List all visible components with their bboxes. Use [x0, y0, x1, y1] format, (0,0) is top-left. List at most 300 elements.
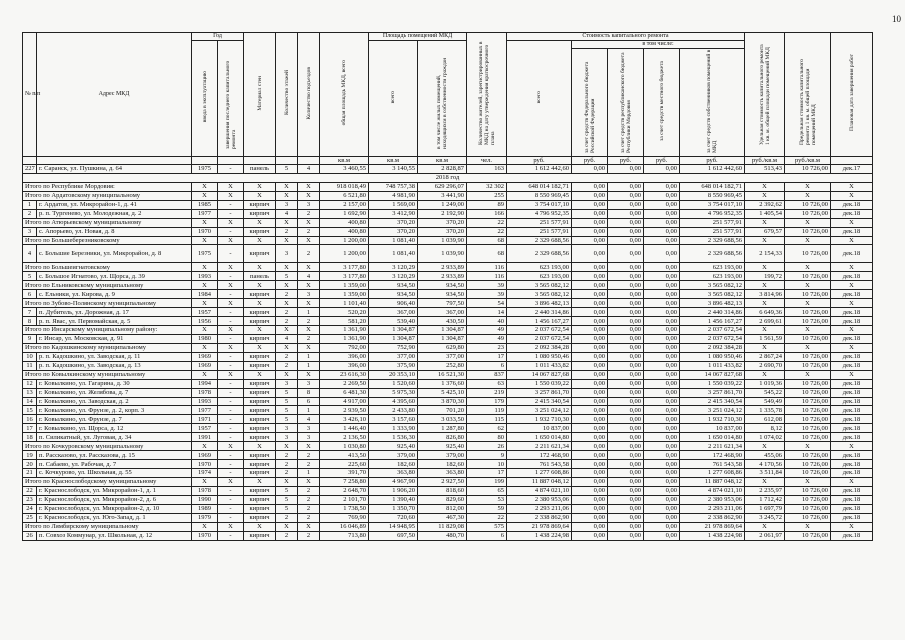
subtotal-cell: X: [298, 343, 320, 352]
table-cell: 1 520,60: [369, 379, 418, 388]
table-cell: 1977: [192, 406, 218, 415]
table-cell: 370,20: [369, 227, 418, 236]
table-cell: 7: [23, 308, 37, 317]
table-cell: 2 269,50: [320, 379, 369, 388]
table-cell: 363,80: [418, 469, 467, 478]
subtotal-cell: 0,00: [608, 236, 644, 245]
subtotal-cell: X: [276, 218, 298, 227]
subtotal-label: Итого по Краснослободскому муниципальному: [23, 477, 192, 486]
subtotal-cell: 1 039,90: [418, 236, 467, 245]
table-cell: 0,00: [644, 209, 680, 218]
table-cell: 10 726,00: [785, 486, 831, 495]
subtotal-cell: 49: [467, 326, 507, 335]
col-address-header: Адрес МКД: [37, 33, 192, 157]
unit-cell: [23, 157, 37, 165]
subtotal-cell: X: [745, 218, 785, 227]
subtotal-cell: X: [831, 442, 873, 451]
table-cell: 3: [298, 424, 320, 433]
subtotal-cell: X: [244, 191, 276, 200]
subtotal-cell: 0,00: [608, 299, 644, 308]
table-cell: 1970: [192, 227, 218, 236]
subtotal-cell: 8 550 969,45: [680, 191, 745, 200]
subtotal-cell: X: [276, 522, 298, 531]
table-cell: 0,00: [644, 352, 680, 361]
table-cell: 6 481,30: [320, 388, 369, 397]
subtotal-cell: 2 092 384,28: [507, 343, 572, 352]
table-cell: 0,00: [572, 290, 608, 299]
table-cell: 379,00: [369, 451, 418, 460]
table-cell: 623 193,00: [680, 272, 745, 281]
table-cell: 227: [23, 165, 37, 174]
table-cell: 1 304,87: [418, 334, 467, 343]
table-cell: 19: [23, 451, 37, 460]
table-cell: 6: [23, 290, 37, 299]
table-cell: 1 361,90: [320, 334, 369, 343]
table-cell: 0,00: [644, 397, 680, 406]
table-cell: 10 726,00: [785, 469, 831, 478]
table-cell: 623 193,00: [507, 272, 572, 281]
table-cell: 10 726,00: [785, 397, 831, 406]
subtotal-cell: 0,00: [644, 522, 680, 531]
table-cell: 10 726,00: [785, 334, 831, 343]
table-cell: 1: [298, 308, 320, 317]
subtotal-cell: X: [785, 343, 831, 352]
table-cell: 5: [276, 165, 298, 174]
table-cell: 5: [276, 504, 298, 513]
table-cell: 1978: [192, 486, 218, 495]
subtotal-cell: X: [192, 191, 218, 200]
table-cell: 3 245,72: [745, 513, 785, 522]
table-cell: 0,00: [644, 513, 680, 522]
subtotal-cell: X: [298, 477, 320, 486]
table-cell: 812,00: [418, 504, 467, 513]
subtotal-label: Итого по Кадошкинскому муниципальному: [23, 343, 192, 352]
subtotal-cell: 3 441,90: [418, 191, 467, 200]
col-residents-header: Количество жителей, зарегистрированных в МКД на дату утверждения краткосрочного плана: [467, 33, 507, 157]
subtotal-cell: 0,00: [644, 477, 680, 486]
subtotal-cell: X: [785, 191, 831, 200]
unit-cell: [831, 157, 873, 165]
subtotal-cell: 0,00: [572, 182, 608, 191]
table-cell: 39: [467, 290, 507, 299]
table-cell: 8,12: [745, 424, 785, 433]
table-cell: 1 650 014,80: [507, 433, 572, 442]
table-cell: 22: [23, 486, 37, 495]
subtotal-cell: 0,00: [608, 281, 644, 290]
table-cell: 363,80: [369, 469, 418, 478]
table-cell: 25: [23, 513, 37, 522]
subtotal-cell: 925,40: [369, 442, 418, 451]
subtotal-cell: X: [218, 442, 244, 451]
subtotal-cell: X: [745, 343, 785, 352]
table-cell: 2: [23, 209, 37, 218]
table-cell: 251 577,91: [507, 227, 572, 236]
table-cell: 1969: [192, 352, 218, 361]
table-cell: 0,00: [608, 334, 644, 343]
subtotal-cell: 255: [467, 191, 507, 200]
table-cell: 0,00: [572, 451, 608, 460]
table-cell: кирпич: [244, 451, 276, 460]
subtotal-cell: X: [831, 522, 873, 531]
table-cell: 10: [23, 352, 37, 361]
subtotal-cell: X: [244, 370, 276, 379]
table-cell: 3 251 024,12: [680, 406, 745, 415]
subtotal-cell: 752,90: [369, 343, 418, 352]
subtotal-cell: 370,20: [418, 218, 467, 227]
table-cell: 2: [276, 227, 298, 236]
table-cell: -: [218, 424, 244, 433]
table-cell: 1 612 442,60: [680, 165, 745, 174]
table-cell: 2 329 688,56: [680, 245, 745, 263]
table-cell: дек.18: [831, 460, 873, 469]
subtotal-cell: 400,80: [320, 218, 369, 227]
subtotal-cell: 2 092 384,28: [680, 343, 745, 352]
table-cell: 0,00: [644, 308, 680, 317]
table-cell: 1993: [192, 272, 218, 281]
table-cell: 413,50: [320, 451, 369, 460]
subtotal-cell: X: [276, 191, 298, 200]
subtotal-cell: 2 037 672,54: [680, 326, 745, 335]
subtotal-row: [23, 299, 873, 308]
subtotal-cell: 370,20: [369, 218, 418, 227]
table-cell: 3 870,30: [418, 397, 467, 406]
table-cell: 10 726,00: [785, 361, 831, 370]
subtotal-cell: 0,00: [644, 281, 680, 290]
table-cell: 63: [467, 379, 507, 388]
table-cell: 182,60: [369, 460, 418, 469]
subtotal-cell: 0,00: [608, 263, 644, 272]
table-cell: 2 329 688,56: [507, 245, 572, 263]
table-cell: 0,00: [608, 531, 644, 540]
subtotal-label: Итого по Большеберезниковскому: [23, 236, 192, 245]
table-cell: 11: [23, 361, 37, 370]
table-cell: 2: [276, 290, 298, 299]
table-row: [23, 361, 873, 370]
subtotal-cell: X: [745, 236, 785, 245]
table-cell: дек.18: [831, 379, 873, 388]
table-cell: 10 726,00: [785, 388, 831, 397]
table-cell: 10 726,00: [785, 513, 831, 522]
table-cell: 520,20: [320, 308, 369, 317]
table-cell: -: [218, 361, 244, 370]
table-cell: 0,00: [608, 424, 644, 433]
table-cell: 1969: [192, 361, 218, 370]
table-cell: 697,50: [369, 531, 418, 540]
subtotal-cell: X: [244, 343, 276, 352]
subtotal-cell: X: [276, 182, 298, 191]
table-cell: 0,00: [644, 433, 680, 442]
table-cell: 377,00: [369, 352, 418, 361]
subtotal-cell: 906,40: [369, 299, 418, 308]
subtotal-cell: 0,00: [572, 477, 608, 486]
subtotal-cell: 2 211 621,34: [507, 442, 572, 451]
subtotal-cell: X: [192, 522, 218, 531]
table-row: [23, 486, 873, 495]
table-cell: 1990: [192, 495, 218, 504]
subtotal-cell: X: [218, 299, 244, 308]
table-cell: 2: [276, 361, 298, 370]
table-cell: 4: [23, 245, 37, 263]
unit-cell: кв.м: [418, 157, 467, 165]
table-cell: 3 426,10: [320, 415, 369, 424]
unit-cell: руб./кв.м: [785, 157, 831, 165]
table-cell: 4 874 021,10: [680, 486, 745, 495]
unit-cell: [37, 157, 192, 165]
table-cell: 0,00: [572, 406, 608, 415]
subtotal-cell: X: [244, 281, 276, 290]
subtotal-cell: X: [244, 326, 276, 335]
subtotal-cell: X: [745, 326, 785, 335]
table-cell: 2 154,33: [745, 245, 785, 263]
subtotal-cell: X: [298, 263, 320, 272]
table-cell: дек.18: [831, 308, 873, 317]
col-area-owned-header: в том числе жилых помещений, находящихся в собственности граждан: [418, 41, 467, 157]
col-commission-header: ввода в эксплуатацию: [192, 41, 218, 157]
table-cell: 1: [23, 200, 37, 209]
table-cell: 68: [467, 245, 507, 263]
table-cell: 10 726,00: [785, 451, 831, 460]
table-cell: 1969: [192, 451, 218, 460]
table-cell: 0,00: [572, 504, 608, 513]
col-cost-own-header: за счет средств собственников помещений в МКД: [680, 49, 745, 157]
table-cell: 6: [298, 397, 320, 406]
table-cell: 2: [298, 495, 320, 504]
subtotal-cell: X: [831, 370, 873, 379]
table-cell: 4: [276, 209, 298, 218]
table-cell: кирпич: [244, 531, 276, 540]
table-cell: -: [218, 433, 244, 442]
table-cell: 1 249,00: [418, 200, 467, 209]
subtotal-cell: X: [745, 522, 785, 531]
table-cell: 1 446,40: [320, 424, 369, 433]
subtotal-cell: X: [831, 263, 873, 272]
subtotal-cell: X: [298, 370, 320, 379]
table-cell: 0,00: [644, 379, 680, 388]
table-cell: 0,00: [608, 317, 644, 326]
table-cell: 1979: [192, 513, 218, 522]
subtotal-cell: X: [244, 263, 276, 272]
table-cell: 10 837,00: [680, 424, 745, 433]
subtotal-cell: 1 304,87: [369, 326, 418, 335]
table-cell: 1970: [192, 460, 218, 469]
table-cell: 1 569,00: [369, 200, 418, 209]
table-cell: 0,00: [644, 451, 680, 460]
address-cell: с. Кочкурово, ул. Школьная, д. 55: [37, 469, 192, 478]
subtotal-cell: X: [276, 370, 298, 379]
table-cell: 679,57: [745, 227, 785, 236]
table-cell: 0,00: [608, 495, 644, 504]
subtotal-cell: X: [785, 299, 831, 308]
table-cell: 1 080 950,46: [507, 352, 572, 361]
col-max-cost-header: Предельная стоимость капитального ремонта 1 кв. м. общей площади помещений МКД: [785, 33, 831, 157]
table-cell: 2 440 314,86: [680, 308, 745, 317]
table-cell: 4: [298, 415, 320, 424]
subtotal-row: [23, 218, 873, 227]
table-cell: 4: [276, 334, 298, 343]
table-cell: 1 405,54: [745, 209, 785, 218]
table-cell: 2 037 672,54: [507, 334, 572, 343]
subtotal-cell: X: [785, 182, 831, 191]
table-cell: 119: [467, 406, 507, 415]
table-cell: 163: [467, 165, 507, 174]
table-cell: 5 975,30: [369, 388, 418, 397]
subtotal-cell: 39: [467, 281, 507, 290]
col-year-header: Год: [192, 33, 244, 41]
subtotal-cell: 0,00: [572, 191, 608, 200]
table-cell: 1 712,42: [745, 495, 785, 504]
subtotal-cell: X: [244, 522, 276, 531]
subtotal-cell: 16 046,89: [320, 522, 369, 531]
subtotal-row: [23, 442, 873, 451]
subtotal-row: [23, 281, 873, 290]
subtotal-cell: 0,00: [572, 326, 608, 335]
table-cell: 377,00: [418, 352, 467, 361]
table-cell: 12: [23, 379, 37, 388]
table-cell: 0,00: [608, 227, 644, 236]
subtotal-cell: X: [745, 299, 785, 308]
table-cell: 0,00: [644, 388, 680, 397]
unit-cell: руб.: [507, 157, 572, 165]
table-cell: кирпич: [244, 308, 276, 317]
table-cell: 3 565 082,12: [507, 290, 572, 299]
table-cell: 10 726,00: [785, 379, 831, 388]
subtotal-cell: 918 018,49: [320, 182, 369, 191]
table-cell: -: [218, 200, 244, 209]
table-cell: 0,00: [572, 308, 608, 317]
unit-cell: [276, 157, 298, 165]
subtotal-cell: 0,00: [608, 326, 644, 335]
table-cell: 1: [298, 469, 320, 478]
subtotal-cell: 2 927,50: [418, 477, 467, 486]
table-cell: кирпич: [244, 424, 276, 433]
subtotal-cell: 6 521,80: [320, 191, 369, 200]
table-cell: 1 200,00: [320, 245, 369, 263]
table-cell: 9: [23, 334, 37, 343]
table-row: [23, 379, 873, 388]
table-cell: 0,00: [572, 227, 608, 236]
table-cell: 13: [23, 388, 37, 397]
table-cell: 1989: [192, 504, 218, 513]
subtotal-cell: X: [244, 236, 276, 245]
table-cell: кирпич: [244, 209, 276, 218]
unit-cell: [218, 157, 244, 165]
table-cell: 1 081,40: [369, 245, 418, 263]
table-cell: 1 039,90: [418, 245, 467, 263]
table-cell: 2: [276, 469, 298, 478]
subtotal-cell: X: [244, 218, 276, 227]
table-cell: 430,50: [418, 317, 467, 326]
table-cell: 3 140,55: [369, 165, 418, 174]
table-cell: 549,49: [745, 397, 785, 406]
table-cell: 2 293 211,06: [507, 504, 572, 513]
address-cell: р. п. Кадошкино, ул. Заводская, д. 11: [37, 352, 192, 361]
table-cell: 3 177,80: [320, 272, 369, 281]
table-cell: дек.18: [831, 415, 873, 424]
table-row: [23, 165, 873, 174]
table-cell: 115: [467, 415, 507, 424]
subtotal-cell: X: [785, 442, 831, 451]
table-cell: 0,00: [608, 361, 644, 370]
table-cell: 1 906,20: [369, 486, 418, 495]
table-cell: 3 565 082,12: [680, 290, 745, 299]
table-cell: 2: [298, 504, 320, 513]
subtotal-cell: 837: [467, 370, 507, 379]
subtotal-cell: X: [244, 299, 276, 308]
subtotal-cell: 251 577,91: [507, 218, 572, 227]
table-cell: 0,00: [572, 513, 608, 522]
table-cell: 0,00: [572, 317, 608, 326]
subtotal-cell: 54: [467, 299, 507, 308]
table-cell: 5: [276, 495, 298, 504]
table-cell: кирпич: [244, 397, 276, 406]
table-cell: 2 933,89: [418, 272, 467, 281]
subtotal-label: Итого по Зубово-Полянскому муниципальному: [23, 299, 192, 308]
table-cell: 0,00: [572, 531, 608, 540]
subtotal-cell: 0,00: [572, 522, 608, 531]
subtotal-cell: 629,80: [418, 343, 467, 352]
table-cell: 367,00: [418, 308, 467, 317]
table-cell: дек.18: [831, 513, 873, 522]
table-cell: 219: [467, 388, 507, 397]
table-cell: 713,80: [320, 531, 369, 540]
table-cell: -: [218, 352, 244, 361]
table-cell: 1 438 224,98: [507, 531, 572, 540]
subtotal-cell: 3 177,80: [320, 263, 369, 272]
table-cell: -: [218, 460, 244, 469]
subtotal-cell: X: [276, 477, 298, 486]
subtotal-cell: 3 565 082,12: [680, 281, 745, 290]
subtotal-cell: X: [745, 263, 785, 272]
subtotal-cell: X: [192, 218, 218, 227]
table-cell: 2 157,00: [320, 200, 369, 209]
table-cell: 1 932 710,30: [507, 415, 572, 424]
table-cell: 225,60: [320, 460, 369, 469]
subtotal-cell: X: [298, 299, 320, 308]
col-cost-all-header: всего: [507, 41, 572, 157]
table-cell: 2 380 953,06: [507, 495, 572, 504]
address-cell: г. Ардатов, ул. Микрорайон-1, д. 41: [37, 200, 192, 209]
year-row: [23, 173, 873, 182]
subtotal-cell: X: [192, 442, 218, 451]
table-cell: дек.18: [831, 352, 873, 361]
table-cell: 513,43: [745, 165, 785, 174]
table-cell: дек.18: [831, 531, 873, 540]
table-cell: 0,00: [572, 397, 608, 406]
table-cell: 5: [276, 388, 298, 397]
table-cell: 20: [23, 460, 37, 469]
table-cell: 5: [276, 397, 298, 406]
subtotal-cell: X: [192, 236, 218, 245]
col-unit-cost-header: Удельная стоимость капитального ремонта 1 кв. м. общей площади помещений МКД: [745, 33, 785, 157]
table-cell: 1 277 608,86: [680, 469, 745, 478]
subtotal-cell: X: [745, 477, 785, 486]
subtotal-cell: X: [298, 326, 320, 335]
table-cell: 14: [23, 397, 37, 406]
table-cell: 1 287,80: [418, 424, 467, 433]
subtotal-cell: 1 361,90: [320, 326, 369, 335]
table-cell: 5: [276, 406, 298, 415]
table-cell: 0,00: [572, 352, 608, 361]
address-cell: с. Апорьево, ул. Новая, д. 8: [37, 227, 192, 236]
table-cell: 40: [467, 317, 507, 326]
table-cell: 0,00: [644, 469, 680, 478]
table-cell: 21: [23, 469, 37, 478]
subtotal-label: Итого по Республике Мордовия:: [23, 182, 192, 191]
table-cell: -: [218, 397, 244, 406]
subtotal-cell: X: [298, 191, 320, 200]
table-cell: 5: [276, 415, 298, 424]
subtotal-cell: 14 067 827,68: [680, 370, 745, 379]
